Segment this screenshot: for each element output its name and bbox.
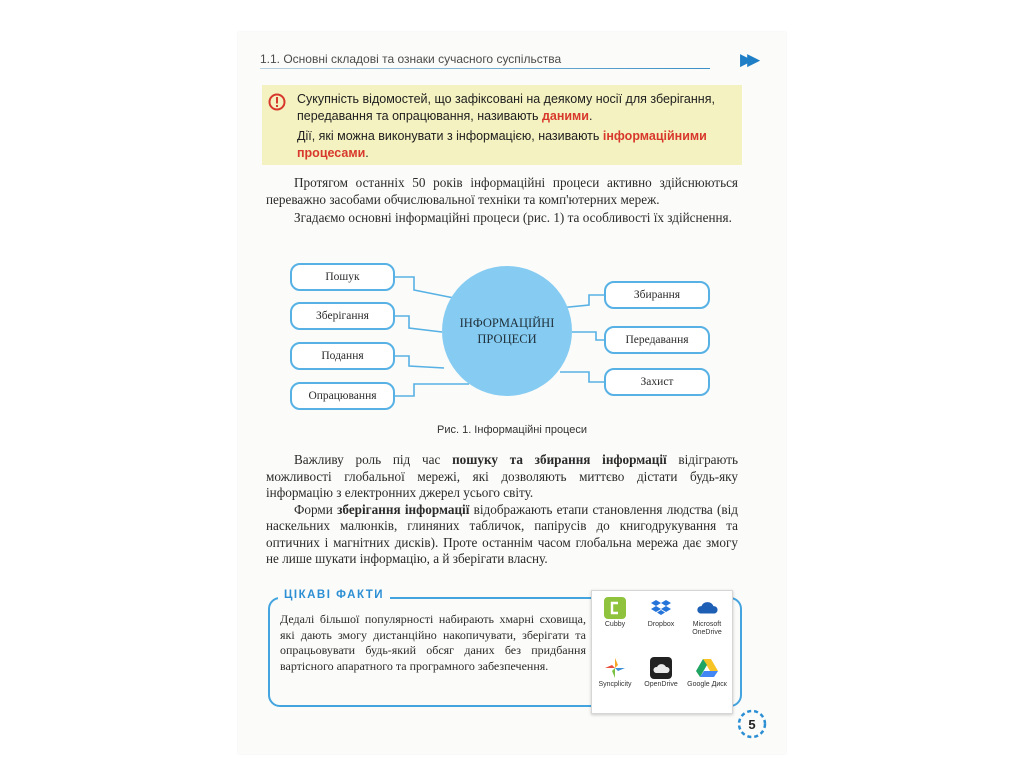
paragraph: Згадаємо основні інформаційні процеси (рис. 1) та особливості їх здійснення. (294, 210, 732, 225)
header-divider (260, 68, 710, 69)
onedrive-icon (696, 597, 718, 619)
app-syncplicity: Syncplicity (592, 657, 638, 689)
info-processes-diagram (284, 260, 724, 420)
app-dropbox: Dropbox (638, 597, 684, 629)
facts-text: Дедалі більшої популярності набирають хмарні сховища, які дають змогу дистанційно накопичувати, зберігати та опрацьовувати будь-який обсяг даних без придбання вартісного апаратного та програмного забезпечення. (280, 612, 586, 673)
main-text (266, 452, 738, 568)
exclamation-icon (268, 93, 286, 111)
syncplicity-icon (604, 657, 626, 679)
textbook-page (238, 32, 786, 754)
term-data: даними (541, 109, 589, 123)
opendrive-icon (650, 657, 672, 679)
process-node-protection: Захист (604, 368, 710, 396)
app-google-drive: Google Диск (684, 657, 730, 689)
center-bubble: ІНФОРМАЦІЙНІ ПРОЦЕСИ (442, 266, 572, 396)
definition-callout (262, 85, 742, 165)
definition-data: Сукупність відомостей, що зафіксовані на деякому носії для зберігання, передавання та опрацювання, називають даними. (297, 92, 715, 123)
bold-term: пошуку та збирання інформації (452, 452, 667, 467)
process-node-collection: Збирання (604, 281, 710, 309)
process-node-search: Пошук (290, 263, 395, 291)
bold-term: зберігання інформації (337, 501, 470, 517)
app-opendrive: OpenDrive (638, 657, 684, 689)
definition-processes: Дії, які можна виконувати з інформацією, називають інформаційними процесами. (297, 129, 707, 160)
process-node-transmission: Передавання (604, 326, 710, 354)
term-info-processes: інформаційними процесами (297, 129, 707, 160)
callout-text (297, 91, 737, 162)
cubby-icon (604, 597, 626, 619)
page-number-badge (736, 708, 768, 740)
paragraph: Важливу роль під час пошуку та збирання інформації відіграють можливості глобальної мережі, які дозволяють миттєво дістати будь-яку інформацію з електронних джерел усього світу. (266, 452, 738, 500)
dropbox-icon (650, 597, 672, 619)
google-drive-icon (696, 657, 718, 679)
page-number: 5 (748, 716, 756, 732)
paragraph: Форми зберігання інформації відображають етапи становлення людства (від наскельних малюнків, глиняних табличок, папірусів до книгодрукування та оптичних і магнітних дисків). Проте останнім часом глобальна мережа дає змогу не лише шукати інформацію, а й зберігати власну. (266, 501, 739, 566)
double-chevron-right-icon[interactable]: ▶▶ (740, 50, 755, 70)
process-node-processing: Опрацювання (290, 382, 395, 410)
facts-title: ЦІКАВІ ФАКТИ (278, 589, 390, 601)
process-node-storage: Зберігання (290, 302, 395, 330)
figure-caption: Рис. 1. Інформаційні процеси (436, 424, 587, 436)
paragraph: Протягом останніх 50 років інформаційні процеси активно здійснюються переважно засобами обчислювальної техніки та комп'ютерних мереж. (266, 175, 738, 207)
section-header: 1.1. Основні складові та ознаки сучасного суспільства (260, 52, 562, 66)
intro-text (266, 175, 738, 227)
cloud-apps-image (591, 590, 733, 714)
process-node-presentation: Подання (290, 342, 395, 370)
app-cubby: Cubby (592, 597, 638, 629)
app-onedrive: Microsoft OneDrive (684, 597, 730, 637)
